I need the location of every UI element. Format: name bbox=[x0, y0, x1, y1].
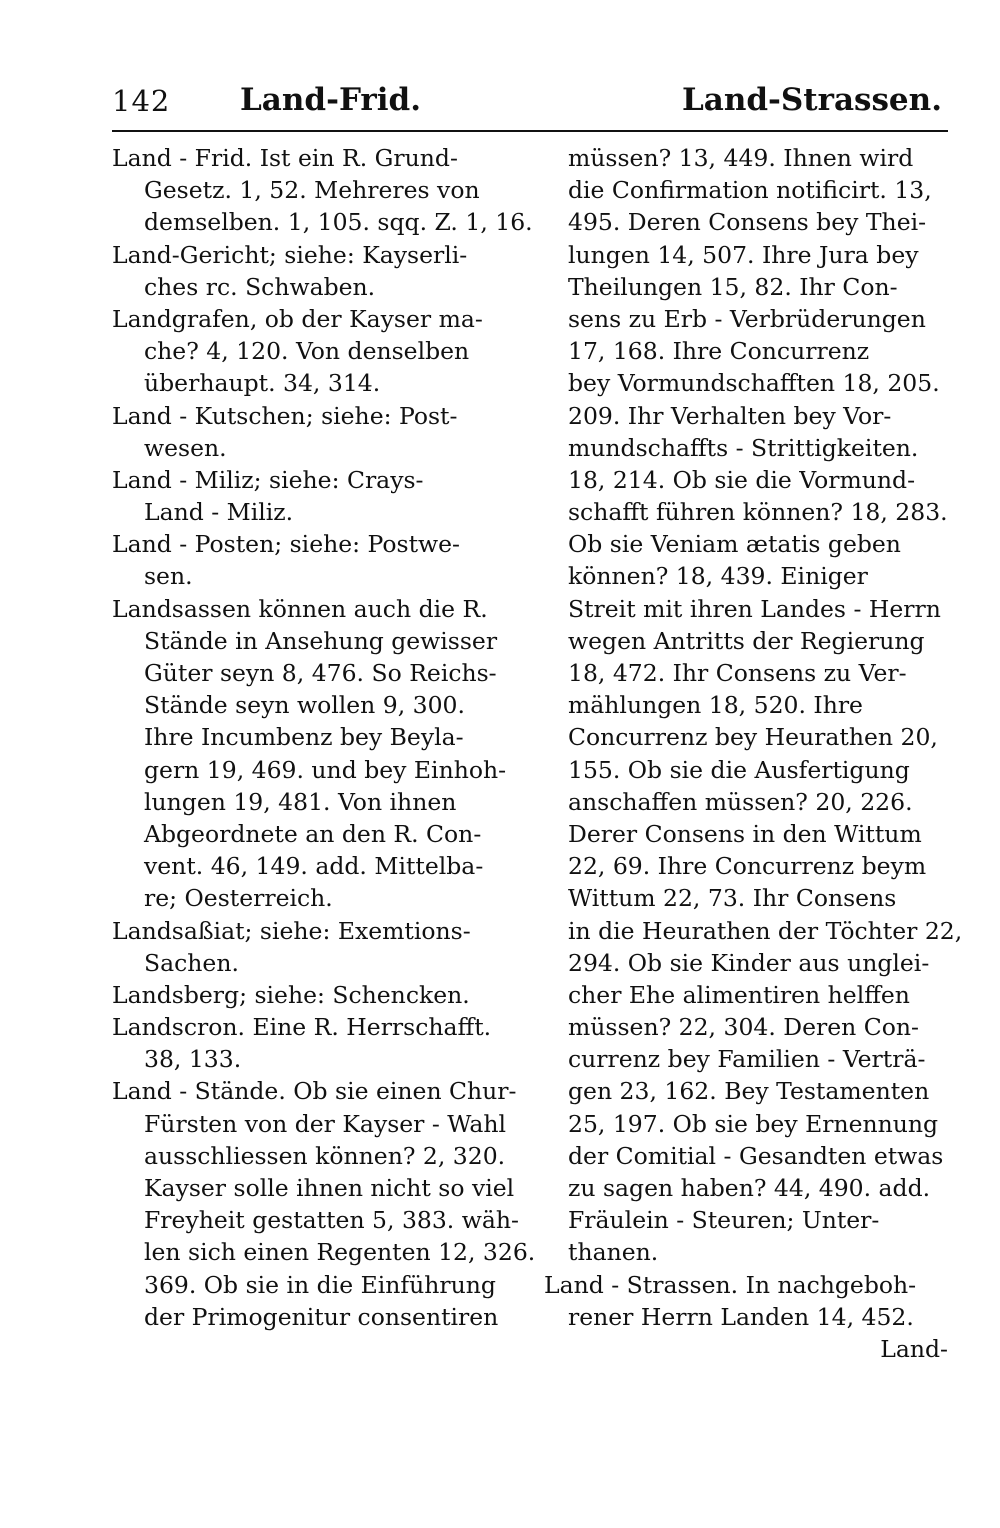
text-line: Streit mit ihren Landes - Herrn bbox=[568, 594, 941, 623]
page-number: 142 bbox=[112, 84, 171, 118]
text-line: thanen. bbox=[568, 1238, 659, 1267]
text-line: zu sagen haben? 44, 490. add. bbox=[568, 1174, 931, 1202]
text-line: Fräulein - Steuren; Unter- bbox=[568, 1206, 880, 1235]
text-line: Derer Consens in den Wittum bbox=[568, 819, 922, 848]
text-line: Kayser solle ihnen nicht so viel bbox=[144, 1174, 515, 1202]
left-running-title: Land-Frid. bbox=[240, 82, 422, 118]
text-line: Stände in Ansehung gewisser bbox=[144, 626, 498, 655]
text-line: sen. bbox=[144, 562, 193, 591]
text-line: überhaupt. 34, 314. bbox=[144, 369, 381, 398]
text-line: der Comitial - Gesandten etwas bbox=[568, 1141, 944, 1170]
text-line: 18, 472. Ihr Consens zu Ver- bbox=[568, 659, 907, 687]
text-line: demselben. 1, 105. sqq. Z. 1, 16. bbox=[144, 208, 533, 237]
text-line: Land - Kutschen; siehe: Post- bbox=[112, 401, 458, 430]
text-line: Concurrenz bey Heurathen 20, bbox=[568, 723, 938, 752]
text-line: in die Heurathen der Töchter 22, bbox=[568, 916, 963, 945]
right-running-title: Land-Strassen. bbox=[681, 82, 942, 118]
text-line: sens zu Erb - Verbrüderungen bbox=[568, 304, 926, 333]
text-line: Landgrafen, ob der Kayser ma- bbox=[112, 304, 483, 333]
text-line: Abgeordnete an den R. Con- bbox=[144, 819, 482, 848]
text-line: Land - Miliz. bbox=[144, 498, 294, 527]
text-line: Gesetz. 1, 52. Mehreres von bbox=[144, 176, 480, 205]
text-line: 17, 168. Ihre Concurrenz bbox=[568, 337, 870, 366]
text-line: 495. Deren Consens bey Thei- bbox=[568, 208, 927, 237]
text-line: Wittum 22, 73. Ihr Consens bbox=[568, 884, 897, 913]
text-line: Land - Strassen. In nachgeboh- bbox=[544, 1270, 917, 1299]
catchword: Land- bbox=[880, 1334, 948, 1363]
text-line: mundschaffts - Strittigkeiten. bbox=[568, 433, 919, 462]
text-line: rener Herrn Landen 14, 452. bbox=[568, 1302, 914, 1331]
text-line: müssen? 13, 449. Ihnen wird bbox=[568, 144, 914, 172]
header-rule bbox=[112, 130, 948, 132]
text-line: Land-Gericht; siehe: Kayserli- bbox=[112, 240, 468, 269]
text-line: schafft führen können? 18, 283. bbox=[568, 498, 948, 527]
text-line: Land - Posten; siehe: Postwe- bbox=[112, 530, 461, 559]
text-line: cher Ehe alimentiren helffen bbox=[568, 980, 910, 1009]
text-line: len sich einen Regenten 12, 326. bbox=[144, 1238, 536, 1267]
text-line: wegen Antritts der Regierung bbox=[568, 626, 925, 655]
text-line: Freyheit gestatten 5, 383. wäh- bbox=[144, 1206, 519, 1235]
text-line: Landsberg; siehe: Schencken. bbox=[112, 980, 470, 1009]
text-line: Ihre Incumbenz bey Beyla- bbox=[144, 723, 464, 752]
text-line: 18, 214. Ob sie die Vormund- bbox=[568, 465, 916, 494]
text-line: Land - Miliz; siehe: Crays- bbox=[112, 465, 424, 494]
text-line: Stände seyn wollen 9, 300. bbox=[144, 691, 465, 720]
text-line: 294. Ob sie Kinder aus unglei- bbox=[568, 948, 930, 977]
text-line: Theilungen 15, 82. Ihr Con- bbox=[568, 272, 898, 301]
text-line: che? 4, 120. Von denselben bbox=[144, 337, 470, 366]
text-line: anschaffen müssen? 20, 226. bbox=[568, 787, 913, 816]
text-line: ausschliessen können? 2, 320. bbox=[144, 1141, 506, 1170]
text-line: mählungen 18, 520. Ihre bbox=[568, 691, 863, 720]
text-line: der Primogenitur consentiren bbox=[144, 1302, 499, 1331]
text-line: 22, 69. Ihre Concurrenz beym bbox=[568, 852, 927, 881]
text-line: Land - Stände. Ob sie einen Chur- bbox=[112, 1077, 517, 1106]
text-line: 38, 133. bbox=[144, 1045, 242, 1074]
text-line: Landsaßiat; siehe: Exemtions- bbox=[112, 916, 471, 945]
text-line: Landscron. Eine R. Herrschafft. bbox=[112, 1013, 492, 1042]
text-line: Fürsten von der Kayser - Wahl bbox=[144, 1109, 507, 1138]
text-line: 155. Ob sie die Ausfertigung bbox=[568, 755, 910, 784]
text-line: vent. 46, 149. add. Mittelba- bbox=[144, 852, 484, 881]
text-line: können? 18, 439. Einiger bbox=[568, 562, 868, 591]
text-line: 369. Ob sie in die Einführung bbox=[144, 1270, 496, 1299]
text-line: re; Oesterreich. bbox=[144, 884, 333, 913]
text-line: Ob sie Veniam ætatis geben bbox=[568, 530, 901, 559]
left-column bbox=[112, 142, 536, 1333]
text-line: Sachen. bbox=[144, 948, 239, 977]
text-line: 209. Ihr Verhalten bey Vor- bbox=[568, 401, 892, 430]
text-line: gern 19, 469. und bey Einhoh- bbox=[144, 755, 507, 784]
text-line: Land - Frid. Ist ein R. Grund- bbox=[112, 144, 458, 172]
text-line: die Confirmation notificirt. 13, bbox=[568, 176, 932, 205]
text-line: lungen 14, 507. Ihre Jura bey bbox=[568, 240, 919, 269]
text-line: ches rc. Schwaben. bbox=[144, 272, 376, 301]
text-line: Güter seyn 8, 476. So Reichs- bbox=[144, 659, 497, 687]
text-line: wesen. bbox=[144, 433, 227, 462]
text-line: currenz bey Familien - Verträ- bbox=[568, 1045, 926, 1074]
right-column bbox=[544, 142, 963, 1365]
text-line: lungen 19, 481. Von ihnen bbox=[144, 787, 457, 816]
text-line: 25, 197. Ob sie bey Ernennung bbox=[568, 1109, 939, 1138]
text-line: bey Vormundschafften 18, 205. bbox=[568, 369, 940, 398]
text-line: Landsassen können auch die R. bbox=[112, 594, 488, 623]
running-header bbox=[112, 78, 942, 126]
text-line: gen 23, 162. Bey Testamenten bbox=[568, 1077, 930, 1106]
text-line: müssen? 22, 304. Deren Con- bbox=[568, 1013, 919, 1042]
